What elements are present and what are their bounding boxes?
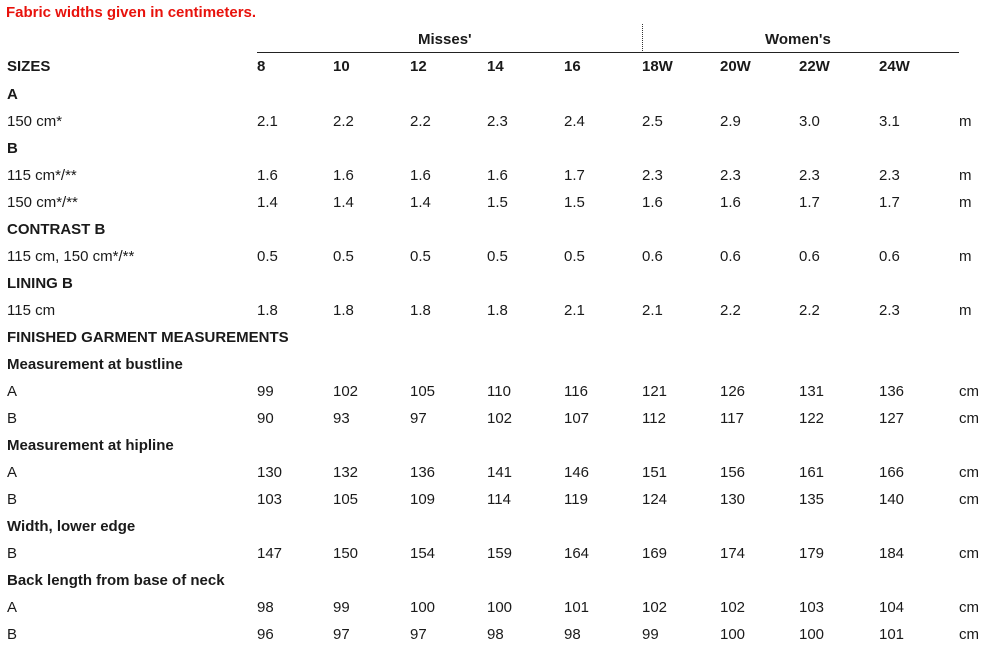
section-heading: FINISHED GARMENT MEASUREMENTS: [7, 329, 289, 346]
value-cell: 1.5: [564, 194, 585, 211]
value-cell: 156: [720, 464, 746, 481]
size-header-cell: 24W: [879, 58, 910, 75]
value-cell: 102: [720, 599, 746, 616]
value-cell: 0.6: [720, 248, 741, 265]
value-cell: 97: [333, 626, 350, 643]
row-label: 115 cm, 150 cm*/**: [7, 248, 135, 265]
section-heading: Measurement at bustline: [7, 356, 183, 373]
value-cell: 2.3: [642, 167, 663, 184]
value-cell: 97: [410, 626, 427, 643]
unit-cell: m: [959, 194, 972, 211]
row-label: A: [7, 464, 18, 481]
value-cell: 121: [642, 383, 668, 400]
value-cell: 126: [720, 383, 746, 400]
value-cell: 112: [642, 410, 666, 427]
row-label: B: [7, 410, 18, 427]
value-cell: 0.5: [564, 248, 585, 265]
value-cell: 124: [642, 491, 668, 508]
unit-cell: m: [959, 248, 972, 265]
table-row: [0, 167, 996, 187]
value-cell: 1.7: [799, 194, 820, 211]
value-cell: 147: [257, 545, 283, 562]
value-cell: 2.2: [410, 113, 431, 130]
unit-cell: cm: [959, 410, 979, 427]
value-cell: 0.6: [799, 248, 820, 265]
value-cell: 179: [799, 545, 825, 562]
value-cell: 132: [333, 464, 359, 481]
table-row: [0, 383, 996, 403]
value-cell: 1.7: [564, 167, 585, 184]
value-cell: 2.2: [333, 113, 354, 130]
size-header-cell: 8: [257, 58, 266, 75]
value-cell: 1.8: [257, 302, 278, 319]
value-cell: 135: [799, 491, 825, 508]
value-cell: 1.6: [487, 167, 508, 184]
value-cell: 99: [642, 626, 659, 643]
size-header-cell: 10: [333, 58, 350, 75]
section-heading-row: [0, 518, 996, 538]
value-cell: 97: [410, 410, 427, 427]
value-cell: 98: [487, 626, 504, 643]
value-cell: 140: [879, 491, 905, 508]
section-heading-row: [0, 221, 996, 241]
value-cell: 3.1: [879, 113, 900, 130]
section-heading-row: [0, 86, 996, 106]
section-heading: A: [7, 86, 18, 103]
value-cell: 102: [642, 599, 668, 616]
row-label: 150 cm*/**: [7, 194, 78, 211]
value-cell: 99: [257, 383, 274, 400]
row-label: B: [7, 545, 18, 562]
unit-cell: m: [959, 167, 972, 184]
value-cell: 1.4: [257, 194, 278, 211]
table-row: [0, 545, 996, 565]
table-row: [0, 194, 996, 214]
table-row: [0, 599, 996, 619]
table-row: [0, 491, 996, 511]
value-cell: 93: [333, 410, 350, 427]
value-cell: 105: [410, 383, 436, 400]
size-header-cell: 12: [410, 58, 427, 75]
value-cell: 151: [642, 464, 668, 481]
value-cell: 159: [487, 545, 513, 562]
value-cell: 2.3: [799, 167, 820, 184]
size-header-cell: 14: [487, 58, 504, 75]
value-cell: 104: [879, 599, 905, 616]
section-heading: B: [7, 140, 18, 157]
group-header-misses: Misses': [418, 31, 472, 48]
unit-cell: cm: [959, 599, 979, 616]
value-cell: 103: [799, 599, 825, 616]
row-label: A: [7, 599, 18, 616]
value-cell: 3.0: [799, 113, 820, 130]
value-cell: 1.4: [410, 194, 431, 211]
fabric-width-note: Fabric widths given in centimeters.: [6, 4, 257, 21]
value-cell: 184: [879, 545, 905, 562]
value-cell: 96: [257, 626, 274, 643]
size-header-cell: 20W: [720, 58, 751, 75]
group-underline-rule: [257, 52, 959, 53]
row-label: 115 cm: [7, 302, 56, 319]
table-row: [0, 248, 996, 268]
section-heading-row: [0, 140, 996, 160]
section-heading-row: [0, 275, 996, 295]
value-cell: 1.8: [410, 302, 431, 319]
value-cell: 169: [642, 545, 668, 562]
table-row: [0, 410, 996, 430]
value-cell: 141: [487, 464, 513, 481]
value-cell: 117: [720, 410, 744, 427]
value-cell: 130: [257, 464, 283, 481]
row-label: B: [7, 491, 18, 508]
value-cell: 1.6: [720, 194, 741, 211]
value-cell: 2.3: [487, 113, 508, 130]
table-row: [0, 626, 996, 646]
table-row: [0, 302, 996, 322]
value-cell: 1.5: [487, 194, 508, 211]
value-cell: 103: [257, 491, 283, 508]
value-cell: 2.9: [720, 113, 741, 130]
value-cell: 2.5: [642, 113, 663, 130]
value-cell: 2.3: [879, 302, 900, 319]
value-cell: 105: [333, 491, 359, 508]
value-cell: 2.1: [257, 113, 278, 130]
value-cell: 136: [879, 383, 905, 400]
value-cell: 1.8: [487, 302, 508, 319]
unit-cell: cm: [959, 491, 979, 508]
value-cell: 90: [257, 410, 274, 427]
group-header-womens: Women's: [765, 31, 831, 48]
value-cell: 107: [564, 410, 590, 427]
value-cell: 102: [333, 383, 359, 400]
table-row: [0, 464, 996, 484]
table-row: [0, 113, 996, 133]
unit-cell: cm: [959, 545, 979, 562]
value-cell: 136: [410, 464, 436, 481]
value-cell: 98: [257, 599, 274, 616]
value-cell: 114: [487, 491, 511, 508]
value-cell: 0.5: [257, 248, 278, 265]
unit-cell: cm: [959, 383, 979, 400]
section-heading: Width, lower edge: [7, 518, 136, 535]
value-cell: 2.4: [564, 113, 585, 130]
value-cell: 154: [410, 545, 436, 562]
unit-cell: m: [959, 113, 972, 130]
value-cell: 2.3: [720, 167, 741, 184]
value-cell: 2.3: [879, 167, 900, 184]
unit-cell: cm: [959, 626, 979, 643]
value-cell: 161: [799, 464, 825, 481]
section-heading-row: [0, 356, 996, 376]
value-cell: 1.6: [642, 194, 663, 211]
section-heading: CONTRAST B: [7, 221, 106, 238]
row-label: A: [7, 383, 18, 400]
value-cell: 110: [487, 383, 511, 400]
size-header-row: [0, 58, 996, 78]
size-header-cell: 18W: [642, 58, 673, 75]
value-cell: 1.6: [333, 167, 354, 184]
value-cell: 116: [564, 383, 588, 400]
row-label: B: [7, 626, 18, 643]
value-cell: 102: [487, 410, 513, 427]
value-cell: 1.6: [410, 167, 431, 184]
size-header-cell: 16: [564, 58, 581, 75]
value-cell: 101: [879, 626, 905, 643]
value-cell: 0.6: [879, 248, 900, 265]
value-cell: 98: [564, 626, 581, 643]
value-cell: 146: [564, 464, 590, 481]
value-cell: 0.5: [487, 248, 508, 265]
section-heading: Measurement at hipline: [7, 437, 174, 454]
value-cell: 130: [720, 491, 746, 508]
section-heading: Back length from base of neck: [7, 572, 225, 589]
row-label: 115 cm*/**: [7, 167, 77, 184]
value-cell: 99: [333, 599, 350, 616]
section-heading-row: [0, 329, 996, 349]
value-cell: 0.5: [333, 248, 354, 265]
value-cell: 1.6: [257, 167, 278, 184]
section-heading-row: [0, 437, 996, 457]
value-cell: 100: [487, 599, 513, 616]
unit-cell: cm: [959, 464, 979, 481]
row-label: 150 cm*: [7, 113, 63, 130]
value-cell: 131: [799, 383, 825, 400]
value-cell: 127: [879, 410, 905, 427]
value-cell: 1.8: [333, 302, 354, 319]
value-cell: 0.5: [410, 248, 431, 265]
value-cell: 1.7: [879, 194, 900, 211]
value-cell: 100: [720, 626, 746, 643]
value-cell: 109: [410, 491, 436, 508]
value-cell: 0.6: [642, 248, 663, 265]
section-heading-row: [0, 572, 996, 592]
value-cell: 1.4: [333, 194, 354, 211]
value-cell: 2.2: [720, 302, 741, 319]
value-cell: 2.1: [564, 302, 585, 319]
value-cell: 2.2: [799, 302, 820, 319]
section-heading: LINING B: [7, 275, 73, 292]
group-divider: [642, 24, 643, 51]
value-cell: 122: [799, 410, 825, 427]
value-cell: 174: [720, 545, 746, 562]
value-cell: 100: [410, 599, 436, 616]
value-cell: 119: [564, 491, 588, 508]
value-cell: 164: [564, 545, 590, 562]
value-cell: 166: [879, 464, 905, 481]
sizes-label: SIZES: [7, 58, 51, 75]
value-cell: 101: [564, 599, 590, 616]
value-cell: 150: [333, 545, 359, 562]
value-cell: 100: [799, 626, 825, 643]
size-header-cell: 22W: [799, 58, 830, 75]
value-cell: 2.1: [642, 302, 663, 319]
unit-cell: m: [959, 302, 972, 319]
